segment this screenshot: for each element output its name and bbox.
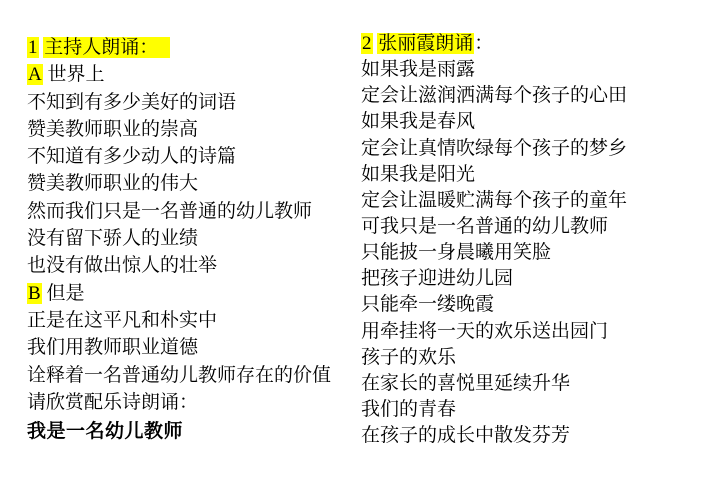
section-header-2 — [361, 31, 627, 57]
poem-line: 在孩子的成长中散发芬芳 — [361, 425, 571, 447]
poem-line: 孩子的欢乐 — [361, 346, 457, 368]
poem-line: 请欣赏配乐诗朗诵： — [27, 391, 199, 413]
poem-line: 用牵挂将一天的欢乐送出园门 — [361, 320, 609, 342]
poem-line: 如果我是雨露 — [361, 59, 476, 81]
poem-line: 诠释着一名普通幼儿教师存在的价值 — [27, 364, 332, 386]
poem-line: 定会让真情吹绿每个孩子的梦乡 — [361, 137, 628, 159]
section-header-1 — [27, 34, 331, 61]
poem-line: 我们用教师职业道德 — [27, 337, 199, 359]
poem-line: 如果我是阳光 — [361, 163, 476, 185]
section-title: 张丽霞朗诵 — [378, 33, 474, 54]
section-number: 2 — [362, 33, 372, 54]
poem-line-text: 但是 — [46, 282, 85, 304]
poem-line: 我们的青春 — [361, 398, 457, 420]
poem-line: 赞美教师职业的伟大 — [27, 173, 199, 195]
poem-title: 我是一名幼儿教师 — [27, 421, 184, 443]
poem-line: 不知到有多少美好的词语 — [27, 91, 237, 113]
stanza-marker-a: A — [28, 64, 42, 86]
poem-line: 可我只是一名普通的幼儿教师 — [361, 215, 609, 237]
poem-line: 也没有做出惊人的壮举 — [27, 255, 218, 277]
poem-line-text: 世界上 — [47, 64, 105, 86]
poem-line: 定会让温暖贮满每个孩子的童年 — [361, 189, 628, 211]
poem-line: 只能牵一缕晚霞 — [361, 294, 495, 316]
poem-line — [27, 61, 331, 88]
poem-line: 如果我是春风 — [361, 111, 476, 133]
poem-line: 只能披一身晨曦用笑脸 — [361, 242, 552, 264]
left-column — [27, 34, 331, 445]
poem-line: 在家长的喜悦里延续升华 — [361, 372, 571, 394]
poem-line: 把孩子迎进幼儿园 — [361, 268, 514, 290]
section-title-colon: ： — [474, 33, 494, 54]
section-title: 主持人朗诵： — [43, 37, 170, 58]
section-number: 1 — [28, 37, 38, 58]
poem-line: 没有留下骄人的业绩 — [27, 228, 199, 250]
poem-line: 不知道有多少动人的诗篇 — [27, 146, 237, 168]
poem-line: 正是在这平凡和朴实中 — [27, 309, 218, 331]
poem-line: 然而我们只是一名普通的幼儿教师 — [27, 200, 313, 222]
right-column — [361, 31, 627, 449]
poem-line — [27, 280, 331, 307]
poem-line: 定会让滋润洒满每个孩子的心田 — [361, 85, 628, 107]
stanza-marker-b: B — [28, 282, 41, 304]
poem-line: 赞美教师职业的崇高 — [27, 118, 199, 140]
